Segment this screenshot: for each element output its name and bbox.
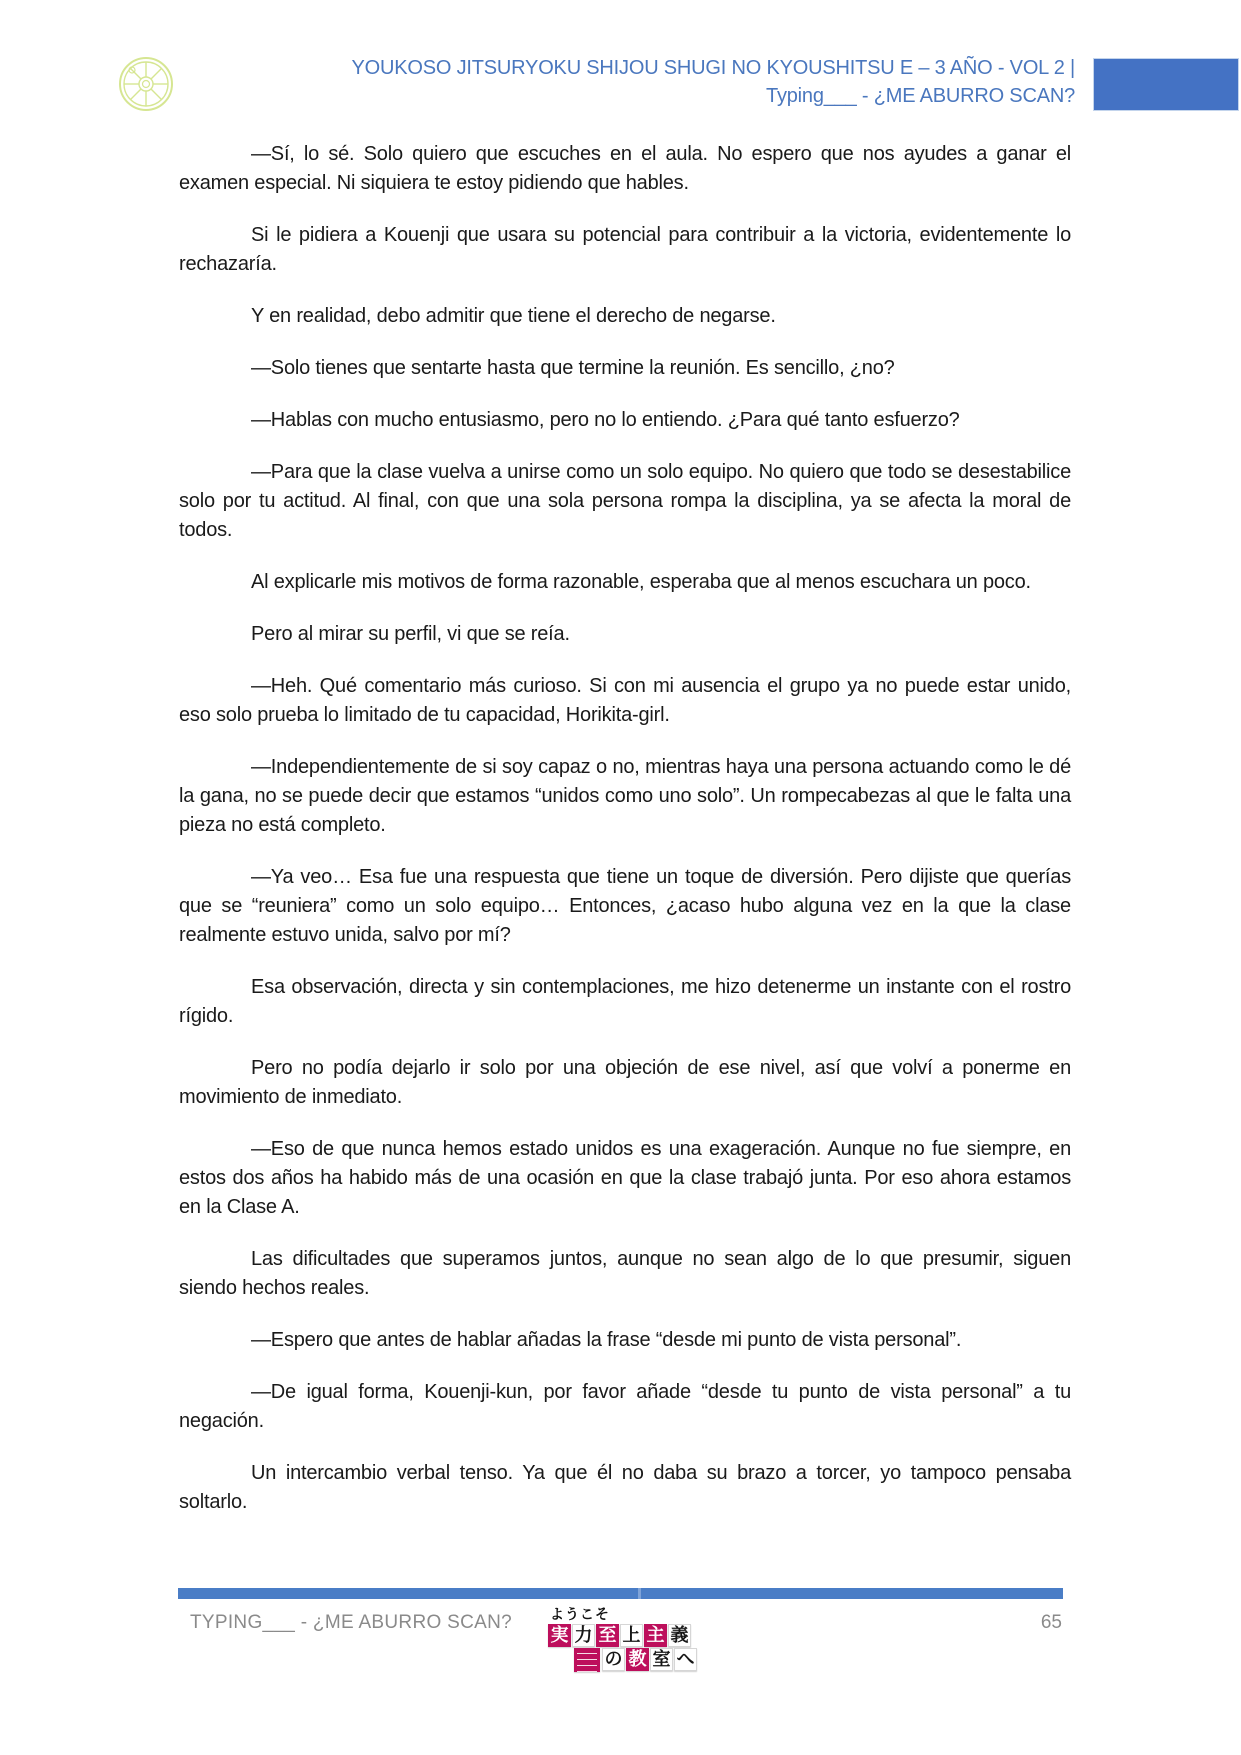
paragraph: Pero no podía dejarlo ir solo por una objeción de ese nivel, así que volví a ponerme en movimiento de inmediato. bbox=[179, 1057, 1071, 1108]
paragraph: —Heh. Qué comentario más curioso. Si con mi ausencia el grupo ya no puede estar unido, eso solo prueba lo limitado de tu capacidad, Horikita-girl. bbox=[179, 675, 1071, 726]
classroom-of-the-elite-logo bbox=[548, 1607, 698, 1672]
paragraph: —Independientemente de si soy capaz o no, mientras haya una persona actuando como le dé la gana, no se puede decir que estamos “unidos como uno solo”. Un rompecabezas al que le falta una pieza no está completo. bbox=[179, 756, 1071, 836]
logo-kanji-block: 至 bbox=[596, 1624, 619, 1647]
logo-kanji-block: 室 bbox=[650, 1648, 673, 1671]
logo-furigana-block bbox=[574, 1648, 600, 1672]
logo-kanji-block: 力 bbox=[572, 1624, 595, 1647]
logo-kanji-block: 実 bbox=[548, 1624, 571, 1647]
paragraph: —Para que la clase vuelva a unirse como un solo equipo. No quiero que todo se desestabilice solo por tu actitud. Al final, con que una sola persona rompa la disciplina, ya se afecta la moral de todos. bbox=[179, 461, 1071, 541]
logo-kanji-block: 義 bbox=[668, 1624, 691, 1647]
paragraph: —De igual forma, Kouenji-kun, por favor añade “desde tu punto de vista personal” a tu negación. bbox=[179, 1381, 1071, 1432]
paragraph: Esa observación, directa y sin contemplaciones, me hizo detenerme un instante con el rostro rígido. bbox=[179, 976, 1071, 1027]
paragraph: Un intercambio verbal tenso. Ya que él no daba su brazo a torcer, yo tampoco pensaba soltarlo. bbox=[179, 1462, 1071, 1513]
paragraph: —Ya veo… Esa fue una respuesta que tiene un toque de diversión. Pero dijiste que querías que se “reuniera” como un solo equipo… Entonces, ¿acaso hubo alguna vez en la que la clase realmente estuvo unida, salvo por mí? bbox=[179, 866, 1071, 946]
paragraph: Pero al mirar su perfil, vi que se reía. bbox=[251, 623, 570, 645]
logo-kanji-block: 上 bbox=[620, 1624, 643, 1647]
paragraph: —Sí, lo sé. Solo quiero que escuches en el aula. No espero que nos ayudes a ganar el examen especial. Ni siquiera te estoy pidiendo que hables. bbox=[179, 143, 1071, 194]
scan-wheel-logo-icon bbox=[118, 56, 174, 112]
paragraph: Si le pidiera a Kouenji que usara su potencial para contribuir a la victoria, evidentemente lo rechazaría. bbox=[179, 224, 1071, 275]
footer-divider-bar bbox=[178, 1588, 1063, 1599]
header-blue-rectangle bbox=[1093, 58, 1239, 111]
paragraph: Al explicarle mis motivos de forma razonable, esperaba que al menos escuchara un poco. bbox=[251, 571, 1031, 593]
paragraph: Las dificultades que superamos juntos, aunque no sean algo de lo que presumir, siguen siendo hechos reales. bbox=[179, 1248, 1071, 1299]
paragraph: —Espero que antes de hablar añadas la frase “desde mi punto de vista personal”. bbox=[251, 1329, 962, 1351]
page-number: 65 bbox=[1040, 1612, 1062, 1633]
logo-kanji-row-2 bbox=[574, 1648, 698, 1672]
logo-kanji-block: 教 bbox=[626, 1648, 649, 1671]
paragraph: Y en realidad, debo admitir que tiene el derecho de negarse. bbox=[251, 305, 776, 327]
paragraph: —Eso de que nunca hemos estado unidos es una exageración. Aunque no fue siempre, en estos dos años ha habido más de una ocasión en que la clase trabajó junta. Por eso ahora estamos en la Clase A. bbox=[179, 1138, 1071, 1218]
running-header-title: YOUKOSO JITSURYOKU SHIJOU SHUGI NO KYOUSHITSU E – 3 AÑO - VOL 2 | Typing___ - ¿ME ABURRO SCAN? bbox=[351, 57, 1075, 107]
logo-youkoso-text: ようこそ bbox=[550, 1607, 610, 1623]
logo-kanji-row-1 bbox=[548, 1624, 698, 1647]
logo-kanji-block: 主 bbox=[644, 1624, 667, 1647]
footer-bar-segment-divider bbox=[638, 1588, 641, 1599]
footer-scan-label: TYPING___ - ¿ME ABURRO SCAN? bbox=[190, 1612, 512, 1633]
novel-text-block bbox=[179, 140, 1071, 1540]
paragraph: —Hablas con mucho entusiasmo, pero no lo entiendo. ¿Para qué tanto esfuerzo? bbox=[251, 409, 960, 431]
logo-kanji-block: の bbox=[602, 1648, 625, 1671]
paragraph: —Solo tienes que sentarte hasta que termine la reunión. Es sencillo, ¿no? bbox=[251, 357, 895, 379]
logo-kanji-block: へ bbox=[674, 1648, 697, 1671]
